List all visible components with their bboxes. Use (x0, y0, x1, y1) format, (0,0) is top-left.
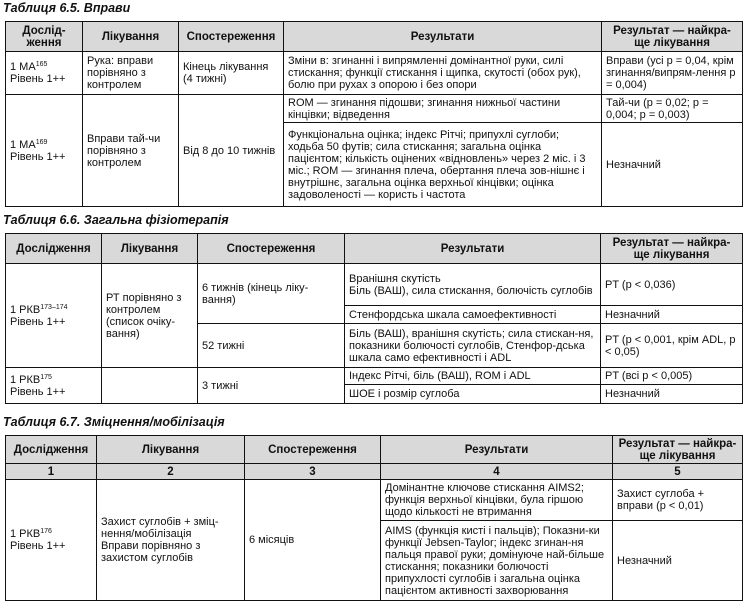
study-cell (6, 264, 102, 368)
study-cell (6, 95, 83, 207)
table-header-row (6, 22, 743, 52)
study-cell (6, 52, 83, 95)
outcome-cell: PT (p < 0,036) (601, 264, 743, 306)
table-row (6, 368, 743, 385)
reference-superscript: 173–174 (40, 303, 68, 311)
outcome-cell: Захист суглоба + вправи (p < 0,01) (613, 480, 743, 521)
column-number: 4 (381, 464, 613, 480)
treatment-cell (102, 368, 198, 404)
outcome-cell: Незначний (601, 306, 743, 324)
col-header-outcome: Результат — найкра- ще лікування (601, 234, 743, 264)
study-label: 1 РКВ (10, 528, 41, 540)
col-header-study: Дослідження (6, 234, 102, 264)
observation-cell: 6 тижнів (кінець ліку-вання) (198, 264, 345, 324)
results-cell: Функціональна оцінка; індекс Рітчі; припухлі суглоби; ходьба 50 футів; сила стискання; загальна оцінка пацієнтом; кількість оцінених «відновлень» через 2 міс. і 3 міс.; ROM — згинання плеча, обертання плеча зов-нішнє і внутрішнє, загальна оцінка верхньої кінцівки; оцінка задоволеності — користь і частота (284, 123, 602, 207)
column-number: 1 (6, 464, 97, 480)
outcome-cell: Незначний (613, 521, 743, 601)
evidence-level: Рівень 1++ (10, 73, 66, 85)
column-number-row (6, 464, 743, 480)
col-header-treatment: Лікування (97, 436, 245, 464)
outcome-cell: Незначний (601, 385, 743, 404)
table-6-6-caption: Таблиця 6.6. Загальна фізіотерапія (3, 213, 229, 227)
study-cell (6, 368, 102, 404)
evidence-level: Рівень 1++ (10, 150, 66, 163)
table-row (6, 95, 743, 123)
evidence-level: Рівень 1++ (10, 540, 66, 552)
results-cell: Домінантне ключове стискання AIMS2; функція верхньої кінцівки, була гіршою щодо кількості не втримання (381, 480, 613, 521)
outcome-cell: PT (всі p < 0,005) (601, 368, 743, 385)
results-cell: Вранішня скутість Біль (ВАШ), сила стискання, болючість суглобів (345, 264, 601, 306)
results-cell: Індекс Рітчі, біль (ВАШ), ROM і ADL (345, 368, 601, 385)
col-header-outcome: Результат — найкра- ще лікування (602, 22, 743, 52)
col-header-study: Дослідження (6, 436, 97, 464)
table-row (6, 480, 743, 521)
column-number: 5 (613, 464, 743, 480)
observation-cell: Кінець лікування (4 тижні) (179, 52, 284, 95)
table-header-row (6, 436, 743, 464)
outcome-cell: Тай-чи (p = 0,02; p = 0,004; p = 0,003) (602, 95, 743, 123)
col-header-observation: Спостереження (198, 234, 345, 264)
treatment-cell: РТ порівняно з контролем (список очіку-вання) (102, 264, 198, 368)
table-header-row (6, 234, 743, 264)
observation-cell: 6 місяців (245, 480, 381, 601)
study-cell (6, 480, 97, 601)
observation-cell: Від 8 до 10 тижнів (179, 95, 284, 207)
col-header-results: Результати (284, 22, 602, 52)
col-header-treatment: Лікування (83, 22, 179, 52)
results-cell: Біль (ВАШ), вранішня скутість; сила стискан-ня, показники болючості суглобів, Стенфор-дська шкала само ефективності і ADL (345, 324, 601, 368)
table-6-5-caption: Таблиця 6.5. Вправи (3, 1, 131, 15)
table-row (6, 264, 743, 306)
reference-superscript: 169 (35, 138, 48, 146)
col-header-observation: Спостереження (179, 22, 284, 52)
column-number: 2 (97, 464, 245, 480)
observation-cell: 3 тижні (198, 368, 345, 404)
evidence-level: Рівень 1++ (10, 385, 66, 398)
reference-superscript: 175 (40, 373, 52, 381)
study-label: 1 МА (10, 61, 36, 73)
column-number: 3 (245, 464, 381, 480)
results-cell: Зміни в: згинанні і випрямленні домінантної руки, силі стискання; функції стискання і щипка, скутості (обох рук), болю при рухах з опорою і без опори (284, 52, 602, 95)
col-header-treatment: Лікування (102, 234, 198, 264)
observation-cell: 52 тижні (198, 324, 345, 368)
col-header-observation: Спостереження (245, 436, 381, 464)
col-header-study: Дослід- ження (6, 22, 83, 52)
results-cell: Стенфордська шкала самоефективності (345, 306, 601, 324)
results-cell: AIMS (функція кисті і пальців); Показни-ки функції Jebsen-Taylor; індекс згинан-ня пальця правої руки; домінуюче най-більше стискання; показники болючості припухлості суглобів і загальна оцінка пацієнтом активності захворювання (381, 521, 613, 601)
reference-superscript: 176 (40, 528, 52, 535)
table-6-5 (5, 21, 743, 207)
table-6-7-caption: Таблиця 6.7. Зміцнення/мобілізація (3, 415, 225, 429)
treatment-cell: Захист суглобів + зміц-нення/мобілізація Вправи порівняно з захистом суглобів (97, 480, 245, 601)
col-header-results: Результати (381, 436, 613, 464)
outcome-cell: PT (p < 0,001, крім ADL, p < 0,05) (601, 324, 743, 368)
reference-superscript: 165 (35, 61, 48, 68)
outcome-cell: Незначний (602, 123, 743, 207)
outcome-cell: Вправи (усі p = 0,04, крім згинання/випрям-лення p = 0,004) (602, 52, 743, 95)
table-6-6 (5, 233, 743, 404)
table-row (6, 52, 743, 95)
results-cell: ROM — згинання підошви; згинання нижньої частини кінцівки; відведення (284, 95, 602, 123)
col-header-results: Результати (345, 234, 601, 264)
study-label: 1 РКВ (10, 303, 41, 316)
study-label: 1 РКВ (10, 373, 41, 386)
evidence-level: Рівень 1++ (10, 315, 66, 328)
table-6-7 (5, 435, 743, 601)
treatment-cell: Рука: вправи порівняно з контролем (83, 52, 179, 95)
study-label: 1 МА (10, 138, 36, 151)
treatment-cell: Вправи тай-чи порівняно з контролем (83, 95, 179, 207)
col-header-outcome: Результат — найкра- ще лікування (613, 436, 743, 464)
results-cell: ШОЕ і розмір суглоба (345, 385, 601, 404)
